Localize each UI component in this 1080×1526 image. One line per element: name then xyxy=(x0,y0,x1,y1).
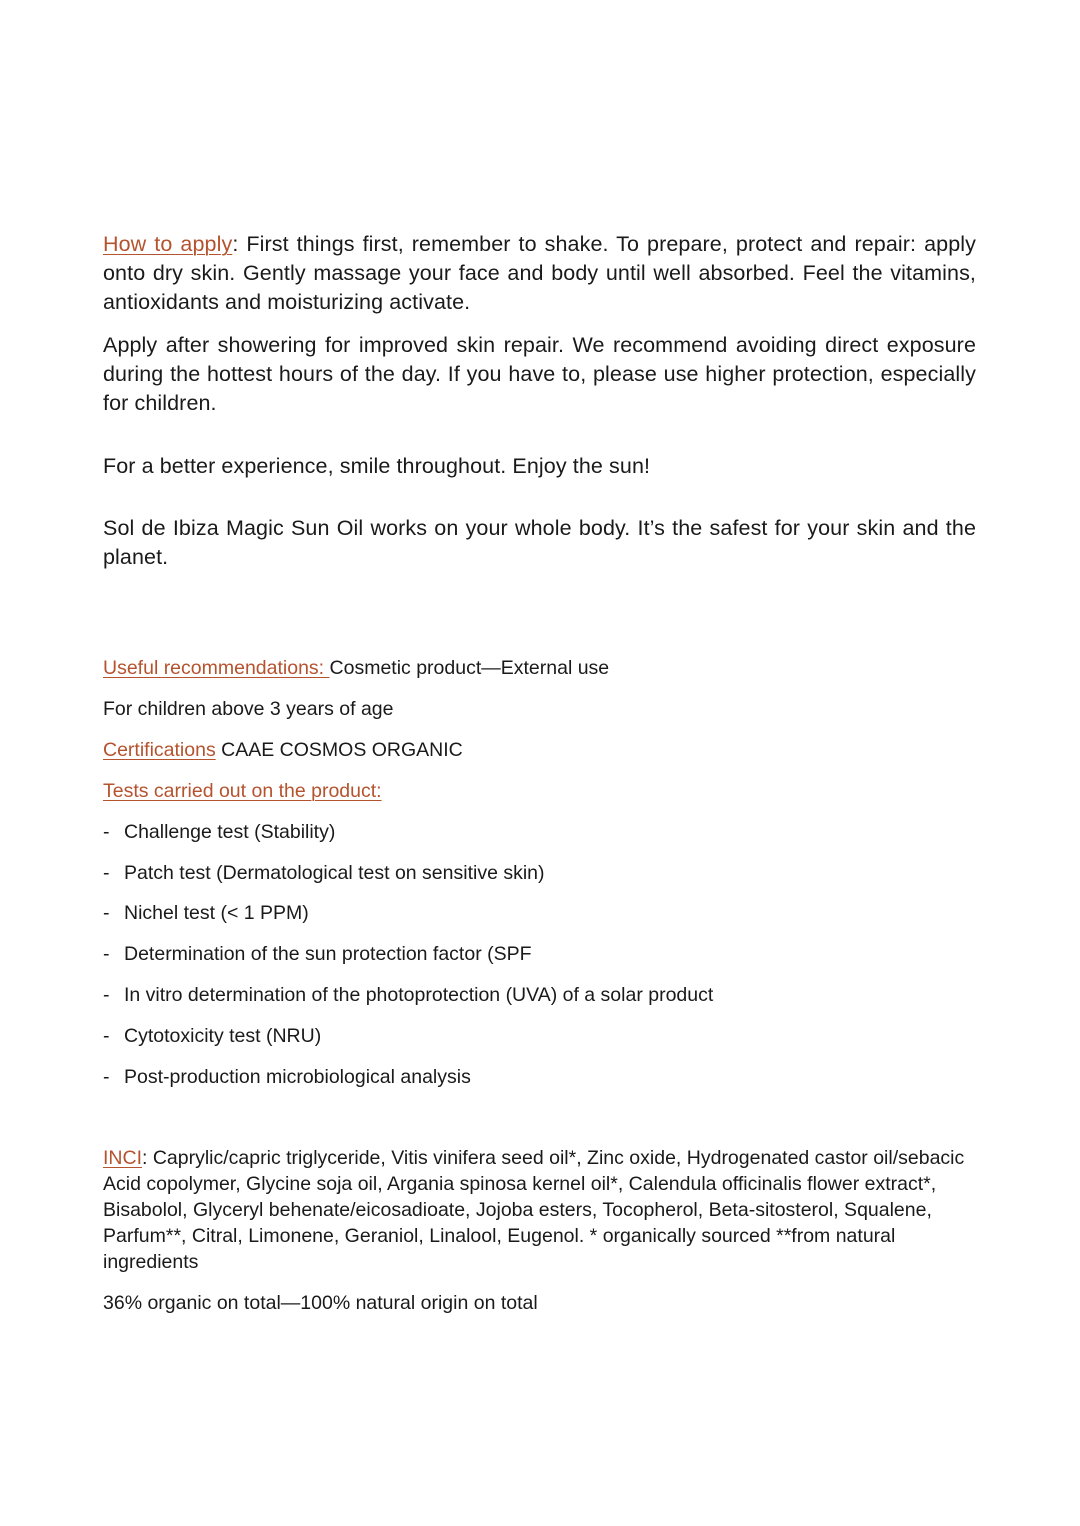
list-item xyxy=(103,982,976,1008)
list-item xyxy=(103,1023,976,1049)
inci-text: : Caprylic/capric triglyceride, Vitis vinifera seed oil*, Zinc oxide, Hydrogenated castor oil/sebacic Acid copolymer, Glycine soja oil, Argania spinosa kernel oil*, Calendula officinalis flower extract*, Bisabolol, Glyceryl behenate/eicosadioate, Jojoba esters, Tocopherol, Beta-sitosterol, Squalene, Parfum**, Citral, Limonene, Geraniol, Linalool, Eugenol. * organically sourced **from natural ingredients xyxy=(103,1147,965,1273)
list-item xyxy=(103,860,976,886)
certifications-text: CAAE COSMOS ORGANIC xyxy=(215,739,463,761)
list-dash: - xyxy=(103,1025,110,1047)
inci-label: INCI xyxy=(103,1147,142,1169)
list-dash: - xyxy=(103,902,110,924)
list-item-text: Post-production microbiological analysis xyxy=(124,1066,471,1088)
list-item xyxy=(103,819,976,845)
list-dash: - xyxy=(103,943,110,965)
how-to-apply-text: : First things first, remember to shake. To prepare, protect and repair: apply onto dry skin. Gently massage your face and body until well absorbed. Feel the vitamins, antioxidants and moisturizing activate. xyxy=(103,232,976,314)
list-item-text: Challenge test (Stability) xyxy=(124,821,336,843)
tests-label: Tests carried out on the product: xyxy=(103,780,382,802)
certifications-label: Certifications xyxy=(103,739,216,761)
list-dash: - xyxy=(103,1066,110,1088)
list-item-text: Nichel test (< 1 PPM) xyxy=(124,902,309,924)
how-to-apply-paragraph xyxy=(103,230,976,317)
how-to-apply-label: How to apply xyxy=(103,232,233,256)
list-dash: - xyxy=(103,821,110,843)
list-item-text: Cytotoxicity test (NRU) xyxy=(124,1025,322,1047)
apply-after-showering-paragraph: Apply after showering for improved skin repair. We recommend avoiding direct exposure during the hottest hours of the day. If you have to, please use higher protection, especially for children. xyxy=(103,333,976,415)
recommendations-text: Cosmetic product—External use xyxy=(329,657,610,679)
list-item xyxy=(103,941,976,967)
list-dash: - xyxy=(103,862,110,884)
list-dash: - xyxy=(103,984,110,1006)
list-item-text: In vitro determination of the photoprotection (UVA) of a solar product xyxy=(124,984,714,1006)
age-note: For children above 3 years of age xyxy=(103,698,394,720)
magic-sun-oil-paragraph: Sol de Ibiza Magic Sun Oil works on your whole body. It’s the safest for your skin and the planet. xyxy=(103,516,976,569)
list-item-text: Patch test (Dermatological test on sensitive skin) xyxy=(124,862,545,884)
recommendations-line xyxy=(103,655,976,681)
better-experience-paragraph: For a better experience, smile throughout. Enjoy the sun! xyxy=(103,454,651,478)
list-item xyxy=(103,900,976,926)
certifications-line xyxy=(103,737,976,763)
organic-note: 36% organic on total—100% natural origin on total xyxy=(103,1292,538,1314)
inci-paragraph xyxy=(103,1145,976,1275)
tests-heading xyxy=(103,778,976,804)
recommendations-label: Useful recommendations: xyxy=(103,657,330,679)
list-item xyxy=(103,1064,976,1090)
list-item-text: Determination of the sun protection factor (SPF xyxy=(124,943,532,965)
